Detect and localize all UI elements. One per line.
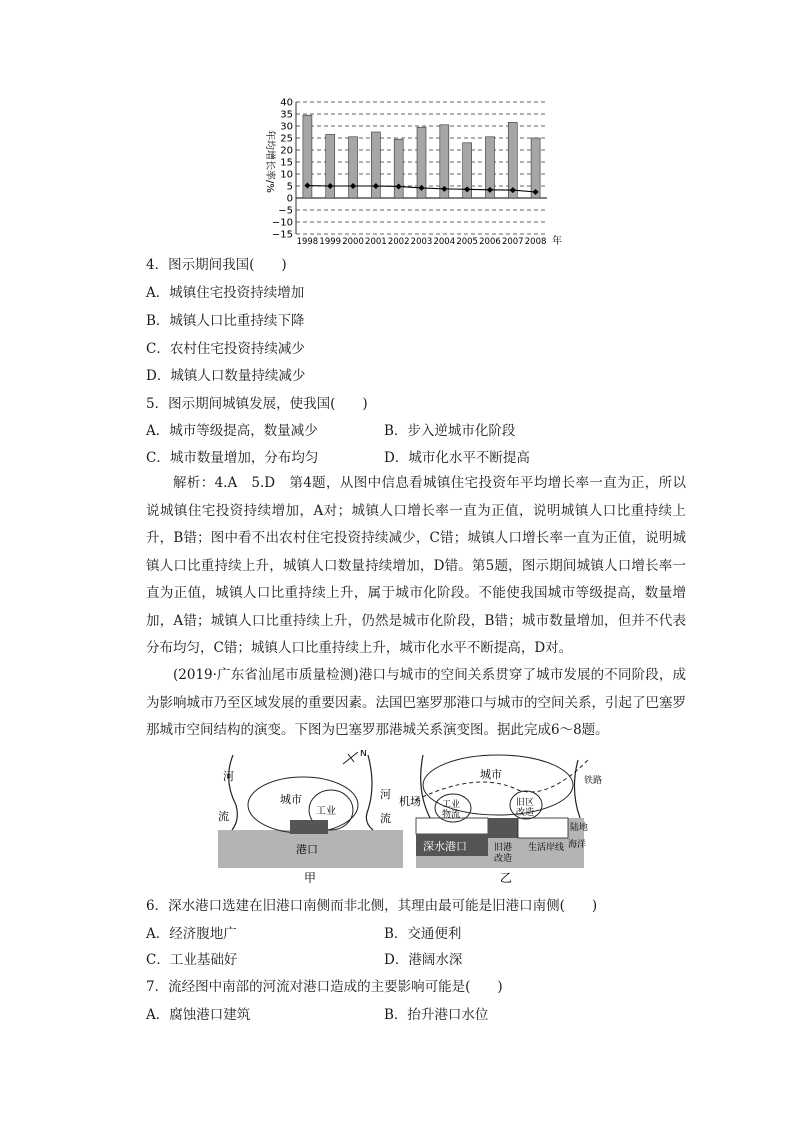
yi-airport: 机场 bbox=[399, 795, 421, 808]
q4-option-c: C．农村住宅投资持续减少 bbox=[146, 341, 305, 357]
yi-land: 陆地 bbox=[570, 823, 589, 833]
q4-stem: 4．图示期间我国( ) bbox=[146, 257, 287, 273]
x-tick-label: 2004 bbox=[433, 237, 456, 247]
q6-option-c: C．工业基础好 bbox=[146, 952, 238, 968]
yi-old-district: 旧区 bbox=[516, 798, 535, 808]
y-tick-label: 30 bbox=[280, 121, 293, 133]
x-tick-label: 2007 bbox=[501, 237, 524, 247]
middle-river-1: 河 bbox=[380, 788, 391, 801]
yi-city: 城市 bbox=[480, 768, 502, 781]
x-tick-label: 2005 bbox=[456, 237, 478, 247]
y-tick-label: 40 bbox=[280, 97, 293, 109]
jia-industry: 工业 bbox=[316, 806, 336, 817]
y-tick-label: 20 bbox=[280, 145, 293, 157]
q6-stem: 6．深水港口选建在旧港口南侧而非北侧，其理由最可能是旧港口南侧( ) bbox=[146, 898, 598, 914]
x-tick-label: 2000 bbox=[342, 237, 364, 247]
yi-caption: 乙 bbox=[500, 871, 513, 885]
x-tick-labels bbox=[297, 237, 547, 247]
q4-option-b: B．城镇人口比重持续下降 bbox=[146, 313, 305, 329]
y-tick-label: −5 bbox=[278, 205, 293, 217]
yi-railway: 铁路 bbox=[584, 776, 603, 786]
y-tick-label: 0 bbox=[286, 193, 293, 205]
yi-old-district-2: 改造 bbox=[516, 808, 535, 818]
x-tick-label: 2001 bbox=[365, 237, 387, 247]
bar bbox=[531, 138, 540, 198]
q5-option-a: A．城市等级提高，数量减少 bbox=[146, 423, 318, 439]
diagram-jia bbox=[218, 755, 403, 885]
x-tick-label: 2002 bbox=[387, 237, 410, 247]
y-tick-label: 15 bbox=[280, 157, 293, 169]
y-tick-label: −10 bbox=[271, 217, 293, 229]
q7-option-a: A．腐蚀港口建筑 bbox=[146, 1007, 251, 1023]
middle-river-2: 流 bbox=[380, 812, 391, 825]
y-tick-label: 35 bbox=[280, 109, 293, 121]
y-tick-label: 25 bbox=[280, 133, 293, 145]
yi-coastline: 生活岸线 bbox=[528, 843, 565, 853]
jia-city: 城市 bbox=[280, 793, 302, 806]
yi-old-port: 旧港 bbox=[494, 843, 513, 853]
yi-old-port-2: 改造 bbox=[494, 854, 513, 864]
intro-paragraph: (2019·广东省汕尾市质量检测)港口与城市的空间关系贯穿了城市发展的不同阶段，成为影响城市乃至区域发展的重要因素。法国巴塞罗那港口与城市的空间关系，引起了巴塞罗那城市空间结构的演变。下图为巴塞罗那港城关系演变图。据此完成6～8题。 bbox=[146, 667, 686, 738]
y-tick-label: −15 bbox=[271, 229, 293, 241]
yi-sea: 海洋 bbox=[568, 840, 587, 850]
q7-stem: 7．流经图中南部的河流对港口造成的主要影响可能是( ) bbox=[146, 979, 503, 995]
bar bbox=[508, 122, 517, 198]
yi-deep-port: 深水港口 bbox=[423, 840, 467, 853]
q5-option-c: C．城市数量增加，分布均匀 bbox=[146, 450, 319, 466]
yi-industry-logistics: 工业 bbox=[442, 800, 461, 810]
y-tick-label: 5 bbox=[286, 181, 293, 193]
q4-option-d: D．城镇人口数量持续减少 bbox=[146, 368, 306, 384]
q6-option-d: D．港阔水深 bbox=[384, 952, 463, 968]
y-axis-title: 年均增长率/% bbox=[264, 130, 275, 193]
q7-option-b: B．抬升港口水位 bbox=[384, 1007, 489, 1023]
yi-industry-logistics-2: 物流 bbox=[442, 810, 461, 820]
x-tick-label: 2006 bbox=[479, 237, 501, 247]
y-tick-label: 10 bbox=[280, 169, 293, 181]
x-tick-label: 1998 bbox=[296, 237, 319, 247]
jia-caption: 甲 bbox=[304, 871, 317, 885]
diagram-yi bbox=[399, 755, 602, 885]
x-tick-label: 2008 bbox=[524, 237, 547, 247]
q5-option-b: B．步入逆城市化阶段 bbox=[384, 423, 516, 439]
q5-option-d: D．城市化水平不断提高 bbox=[384, 450, 530, 466]
q5-stem: 5．图示期间城镇发展，使我国( ) bbox=[146, 396, 368, 412]
x-axis-unit: 年 bbox=[552, 236, 562, 247]
jia-port: 港口 bbox=[296, 843, 318, 856]
growth-rate-chart bbox=[255, 94, 575, 254]
x-tick-label: 1999 bbox=[319, 237, 342, 247]
q6-option-a: A．经济腹地广 bbox=[146, 926, 237, 942]
x-tick-label: 2003 bbox=[410, 237, 433, 247]
q4-option-a: A．城镇住宅投资持续增加 bbox=[146, 285, 305, 301]
analysis-paragraph: 解析：4.A 5.D 第4题，从图中信息看城镇住宅投资年平均增长率一直为正，所以说城镇住宅投资持续增加，A对；城镇人口增长率一直为正值，说明城镇人口比重持续上升，B错；图中看不出农村住宅投资持续减少，C错；城镇人口增长率一直为正值，说明城镇人口比重持续上升，城镇人口数量持续增加，D错。第5题，图示期间城镇人口增长率一直为正值，城镇人口比重持续上升，属于城市化阶段。不能使我国城市等级提高，数量增加，A错；城镇人口比重持续上升，仍然是城市化阶段，B错；城市数量增加，但并不代表分布均匀，C错；城镇人口比重持续上升，城市化水平不断提高，D对。 bbox=[146, 475, 686, 656]
q6-option-b: B．交通便利 bbox=[384, 926, 462, 942]
port-city-diagram bbox=[218, 750, 608, 885]
jia-river-1: 河 bbox=[223, 770, 234, 783]
north-label: N bbox=[360, 750, 367, 759]
jia-river-2: 流 bbox=[218, 810, 229, 823]
